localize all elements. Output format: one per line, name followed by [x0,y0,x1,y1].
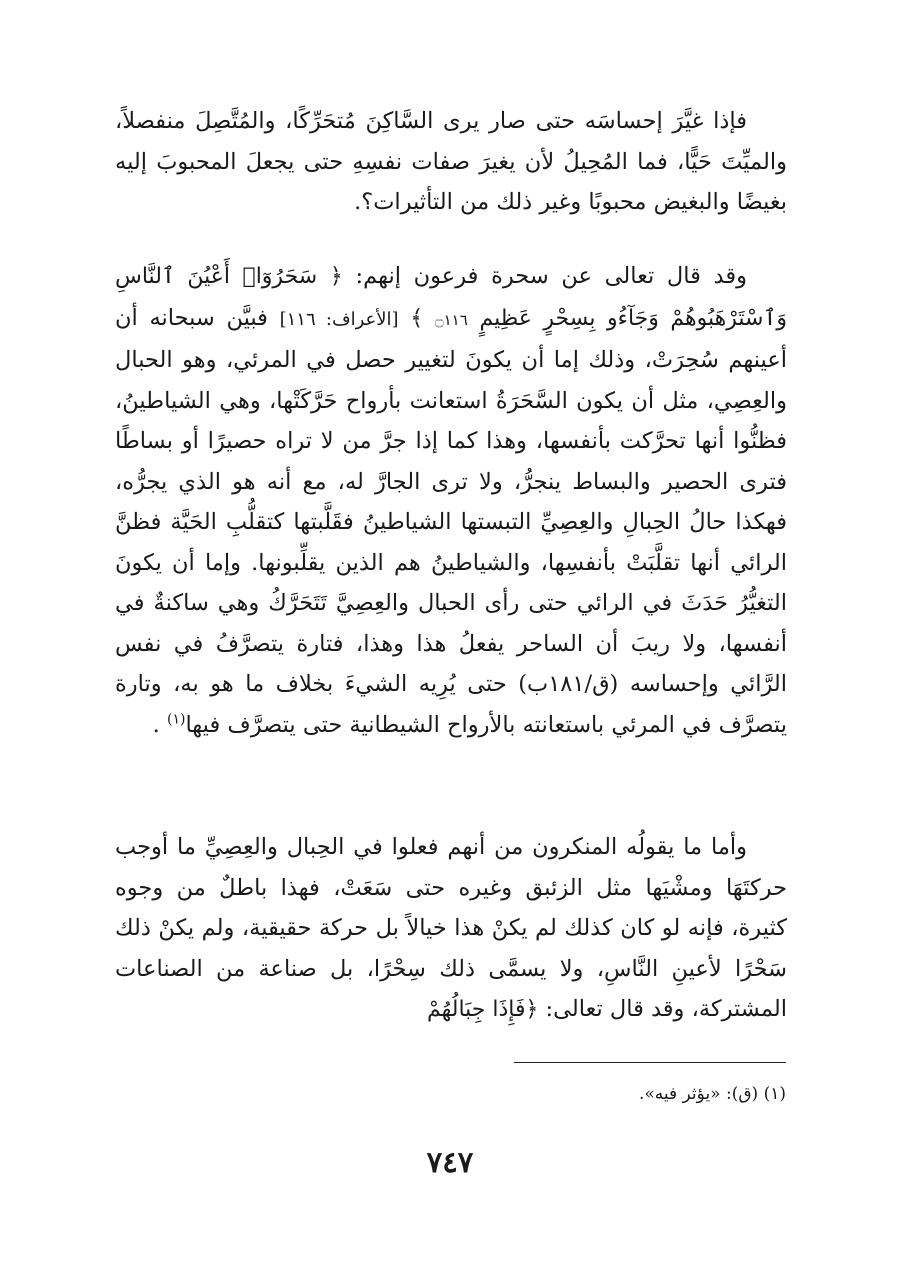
quran-verse-2: فَإِذَا جِبَالُهُمْ [426,997,526,1022]
ayah-number: ۝١١٦ [434,310,468,329]
paragraph-2-text [115,256,787,745]
paragraph-2 [115,256,787,745]
paragraph-3-body: وأما ما يقولُه المنكرون من أنهم فعلوا في الحِبال والعِصِيِّ ما أوجب حركتَهَا ومشْيَها مثل الزئبق وغيره حتى سَعَتْ، فهذا باطلٌ من وجوه كثيرة، فإنه لو كان كذلك لم يكنْ هذا خيالاً بل حركة حقيقية، ولم يكنْ ذلك سَحْرًا لأعينِ النَّاسِ، ولا يسمَّى ذلك سِحْرًا، بل صناعة من الصناعات المشتركة، وقد قال تعالى: [115,834,787,1022]
footnote-reference: (١) [166,711,186,727]
paragraph-3 [115,827,787,1031]
footnote [114,1081,786,1107]
paragraph-2-intro: وقد قال تعالى عن سحرة فرعون إنهم: [342,263,747,289]
quran-verse: سَحَرُوٓا۟ أَعْيُنَ ٱلنَّاسِ وَٱسْتَرْهَبُوهُمْ وَجَآءُو بِسِحْرٍ عَظِيمٍ [115,264,787,331]
paragraph-2-end: . [152,711,160,738]
paragraph-2-body: فبيَّن سبحانه أن أعينهم سُحِرَتْ، وذلك إما أن يكونَ لتغيير حصل في المرئي، وهو الحبال والعِصِي، مثل أن يكون السَّحَرَةُ استعانت بأرواح حَرَّكَتْها، وهي الشياطينُ، فظنُّوا أنها تحرَّكت بأنفسها، وهذا كما إذا جرَّ من لا تراه حصيرًا أو بساطًا فترى الحصير والبساط ينجرُّ، ولا ترى الجارَّ له، مع أنه هو الذي يجرُّه، فهكذا حالُ الحِبالِ والعِصِيِّ التبستها الشياطينُ فقَلَّبتها كتقلُّبِ الحَيَّة فظنَّ الرائي أنها تقلَّبَتْ بأنفسِها، والشياطينُ هم الذين يقلِّبونها. وإما أن يكونَ التغيُّرُ حَدَثَ في الرائي حتى رأى الحبال والعِصِيَّ تَتَحَرَّكُ وهي ساكنةٌ في أنفسها، ولا ريبَ أن الساحر يفعلُ هذا وهذا، فتارة يتصرَّفُ في نفس الرَّائي وإحساسه (ق/١٨١ب) حتى يُرِيه الشيءَ بخلاف ما هو به، وتارة يتصرَّف في المرئي باستعانته بالأرواح الشيطانية حتى يتصرَّف فيها [115,304,787,738]
quran-open-bracket: ﴿ [329,264,343,289]
footnote-text: (ق): «يؤثر فيه». [638,1084,759,1104]
paragraph-3-text [115,827,787,1031]
page-number: ٧٤٧ [426,1145,474,1179]
paragraph-1-text: فإذا غيَّرَ إحساسَه حتى صار يرى السَّاكِنَ مُتحَرِّكًا، والمُتَّصِلَ منفصلاً، والميِّتَ حَيًّا، فما المُحِيلُ لأن يغيرَ صفات نفسِهِ حتى يجعلَ المحبوبَ إليه بغيضًا والبغيض محبوبًا وغير ذلك من التأثيرات؟. [115,108,787,215]
footnote-number: (١) [763,1084,786,1104]
verse-reference: [الأعراف: ١١٦] [279,308,399,330]
quran-open-bracket-2: ﴿ [525,997,539,1022]
quran-close-bracket: ﴾ [410,305,424,331]
paragraph-1 [115,101,787,223]
footnote-divider [514,1062,786,1063]
